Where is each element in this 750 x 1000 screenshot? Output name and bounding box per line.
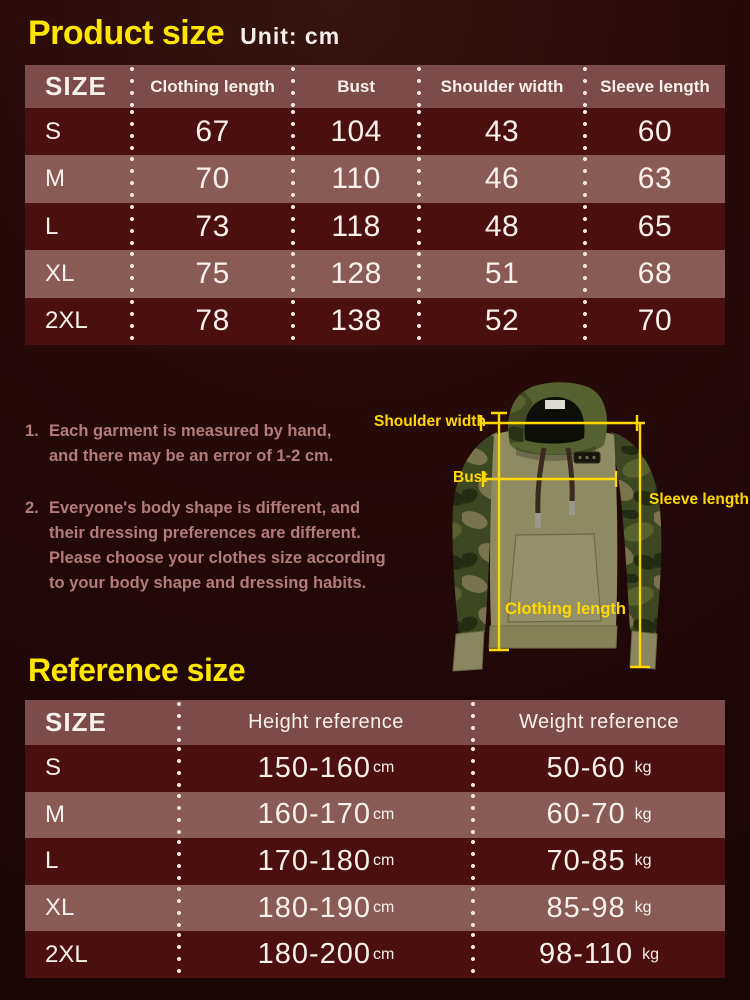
weight-cell: [473, 838, 725, 885]
reference-size-table: [25, 700, 725, 978]
value: 118: [331, 209, 381, 243]
header-cell-weight: [473, 700, 725, 745]
value: 78: [195, 304, 230, 338]
header-cell-height: [179, 700, 473, 745]
height-cell: [179, 931, 473, 978]
value: 138: [330, 304, 382, 338]
size-cell: [25, 203, 132, 250]
weight-cell: [473, 792, 725, 839]
height-cell: [179, 745, 473, 792]
table-header-row: [25, 700, 725, 745]
clothing-length-label: Clothing length: [505, 600, 626, 618]
patch-dot: [585, 456, 588, 459]
size-cell: [25, 108, 132, 155]
note-2: [25, 496, 393, 596]
table-row: [25, 745, 725, 792]
unit: kg: [634, 805, 652, 823]
weight-cell: [473, 931, 725, 978]
value: 65: [637, 209, 673, 243]
value: 180-190: [257, 891, 372, 924]
header-label: Sleeve length: [600, 76, 710, 96]
unit: cm: [373, 805, 395, 823]
value: 50-60: [546, 751, 626, 784]
unit: cm: [373, 852, 395, 870]
drawstring-left-aglet: [535, 513, 541, 528]
size-cell: [25, 792, 179, 839]
unit: cm: [373, 759, 395, 777]
value-cell: [132, 108, 293, 155]
unit: kg: [634, 899, 652, 917]
table-row: [25, 931, 725, 978]
patch-dot: [578, 456, 581, 459]
header-cell-clothing-length: [132, 65, 293, 108]
note-number: 2.: [25, 499, 39, 517]
note-line: their dressing preferences are different.: [49, 524, 361, 542]
value: 67: [195, 114, 230, 148]
header-cell-shoulder-width: [419, 65, 585, 108]
header-cell-bust: [293, 65, 419, 108]
value-cell: [585, 250, 725, 297]
value: 43: [484, 114, 520, 148]
measurement-notes: [25, 419, 393, 596]
note-number: 1.: [25, 422, 39, 440]
unit-label: Unit: cm: [240, 23, 341, 49]
size-label: M: [45, 165, 65, 193]
value-cell: [132, 155, 293, 202]
value: 75: [195, 256, 230, 290]
table-row: [25, 298, 725, 345]
header-label: Bust: [337, 76, 375, 96]
value: 73: [195, 209, 230, 243]
value-cell: [293, 298, 419, 345]
table-row: [25, 108, 725, 155]
value: 150-160: [257, 751, 372, 784]
value-cell: [419, 108, 585, 155]
weight-cell: [473, 745, 725, 792]
size-cell: [25, 931, 179, 978]
note-line: and there may be an error of 1-2 cm.: [49, 447, 334, 465]
table-row: [25, 885, 725, 932]
size-cell: [25, 745, 179, 792]
size-cell: [25, 838, 179, 885]
value: 180-200: [257, 938, 372, 971]
header-label: Height reference: [248, 711, 404, 733]
unit: cm: [373, 945, 395, 963]
value: 70: [637, 304, 673, 338]
value: 68: [637, 256, 673, 290]
note-line: Everyone's body shape is different, and: [49, 499, 361, 517]
size-label: S: [45, 754, 62, 782]
header-label: Weight reference: [519, 711, 679, 733]
page-header: [28, 14, 340, 53]
product-size-table: [25, 65, 725, 345]
note-line: Please choose your clothes size according: [49, 549, 386, 567]
value: 98-110: [538, 938, 634, 971]
size-label: L: [45, 212, 59, 240]
height-cell: [179, 792, 473, 839]
value: 48: [484, 209, 520, 243]
size-cell: [25, 250, 132, 297]
value-cell: [293, 250, 419, 297]
table-row: [25, 838, 725, 885]
value-cell: [419, 298, 585, 345]
header-label: Shoulder width: [440, 76, 564, 96]
size-label: M: [45, 800, 65, 828]
value: 63: [637, 162, 673, 196]
value-cell: [132, 250, 293, 297]
value: 160-170: [257, 798, 372, 831]
size-label: L: [45, 847, 59, 875]
size-label: 2XL: [45, 307, 88, 335]
size-cell: [25, 155, 132, 202]
value: 46: [484, 162, 520, 196]
value-cell: [585, 155, 725, 202]
value-cell: [293, 108, 419, 155]
note-line: Each garment is measured by hand,: [49, 422, 332, 440]
size-cell: [25, 885, 179, 932]
size-cell: [25, 298, 132, 345]
note-text: [49, 419, 333, 469]
value-cell: [419, 250, 585, 297]
table-row: [25, 155, 725, 202]
right-cuff: [630, 631, 657, 669]
note-1: [25, 419, 393, 469]
hem-band: [489, 626, 617, 648]
note-line: to your body shape and dressing habits.: [49, 574, 367, 592]
size-label: XL: [45, 894, 75, 922]
unit: kg: [642, 945, 660, 963]
value: 52: [484, 304, 520, 338]
header-cell-sleeve-length: [585, 65, 725, 108]
sleeve-length-label: Sleeve length: [649, 491, 749, 508]
value: 51: [484, 256, 520, 290]
table-header-row: [25, 65, 725, 108]
unit: cm: [373, 899, 395, 917]
header-label: SIZE: [45, 71, 107, 101]
value-cell: [293, 203, 419, 250]
page-title: Product size: [28, 14, 225, 52]
value: 85-98: [546, 891, 626, 924]
value-cell: [585, 298, 725, 345]
size-label: 2XL: [45, 940, 88, 968]
neck-tag: [545, 400, 565, 409]
value-cell: [132, 298, 293, 345]
table-row: [25, 250, 725, 297]
size-label: XL: [45, 259, 75, 287]
value-cell: [293, 155, 419, 202]
header-label: SIZE: [45, 707, 107, 737]
unit: kg: [634, 852, 652, 870]
header-cell-size: [25, 65, 132, 108]
bust-label: Bust: [453, 469, 488, 486]
value-cell: [419, 203, 585, 250]
left-cuff: [453, 631, 484, 671]
header-cell-size: [25, 700, 179, 745]
value: 70-85: [546, 844, 626, 877]
value-cell: [585, 203, 725, 250]
weight-cell: [473, 885, 725, 932]
value-cell: [132, 203, 293, 250]
value: 60-70: [546, 798, 626, 831]
value: 128: [330, 256, 382, 290]
note-text: [49, 496, 386, 596]
value: 170-180: [257, 844, 372, 877]
height-cell: [179, 885, 473, 932]
value: 60: [637, 114, 673, 148]
value: 110: [331, 162, 381, 196]
header-label: Clothing length: [150, 76, 275, 96]
reference-size-title: Reference size: [28, 652, 246, 688]
patch-dot: [592, 456, 595, 459]
shoulder-width-label: Shoulder width: [374, 413, 486, 430]
table-row: [25, 792, 725, 839]
value-cell: [419, 155, 585, 202]
height-cell: [179, 838, 473, 885]
table-row: [25, 203, 725, 250]
value: 70: [195, 162, 230, 196]
drawstring-right-aglet: [569, 501, 575, 515]
size-label: S: [45, 117, 62, 145]
unit: kg: [634, 759, 652, 777]
value: 104: [330, 114, 382, 148]
value-cell: [585, 108, 725, 155]
